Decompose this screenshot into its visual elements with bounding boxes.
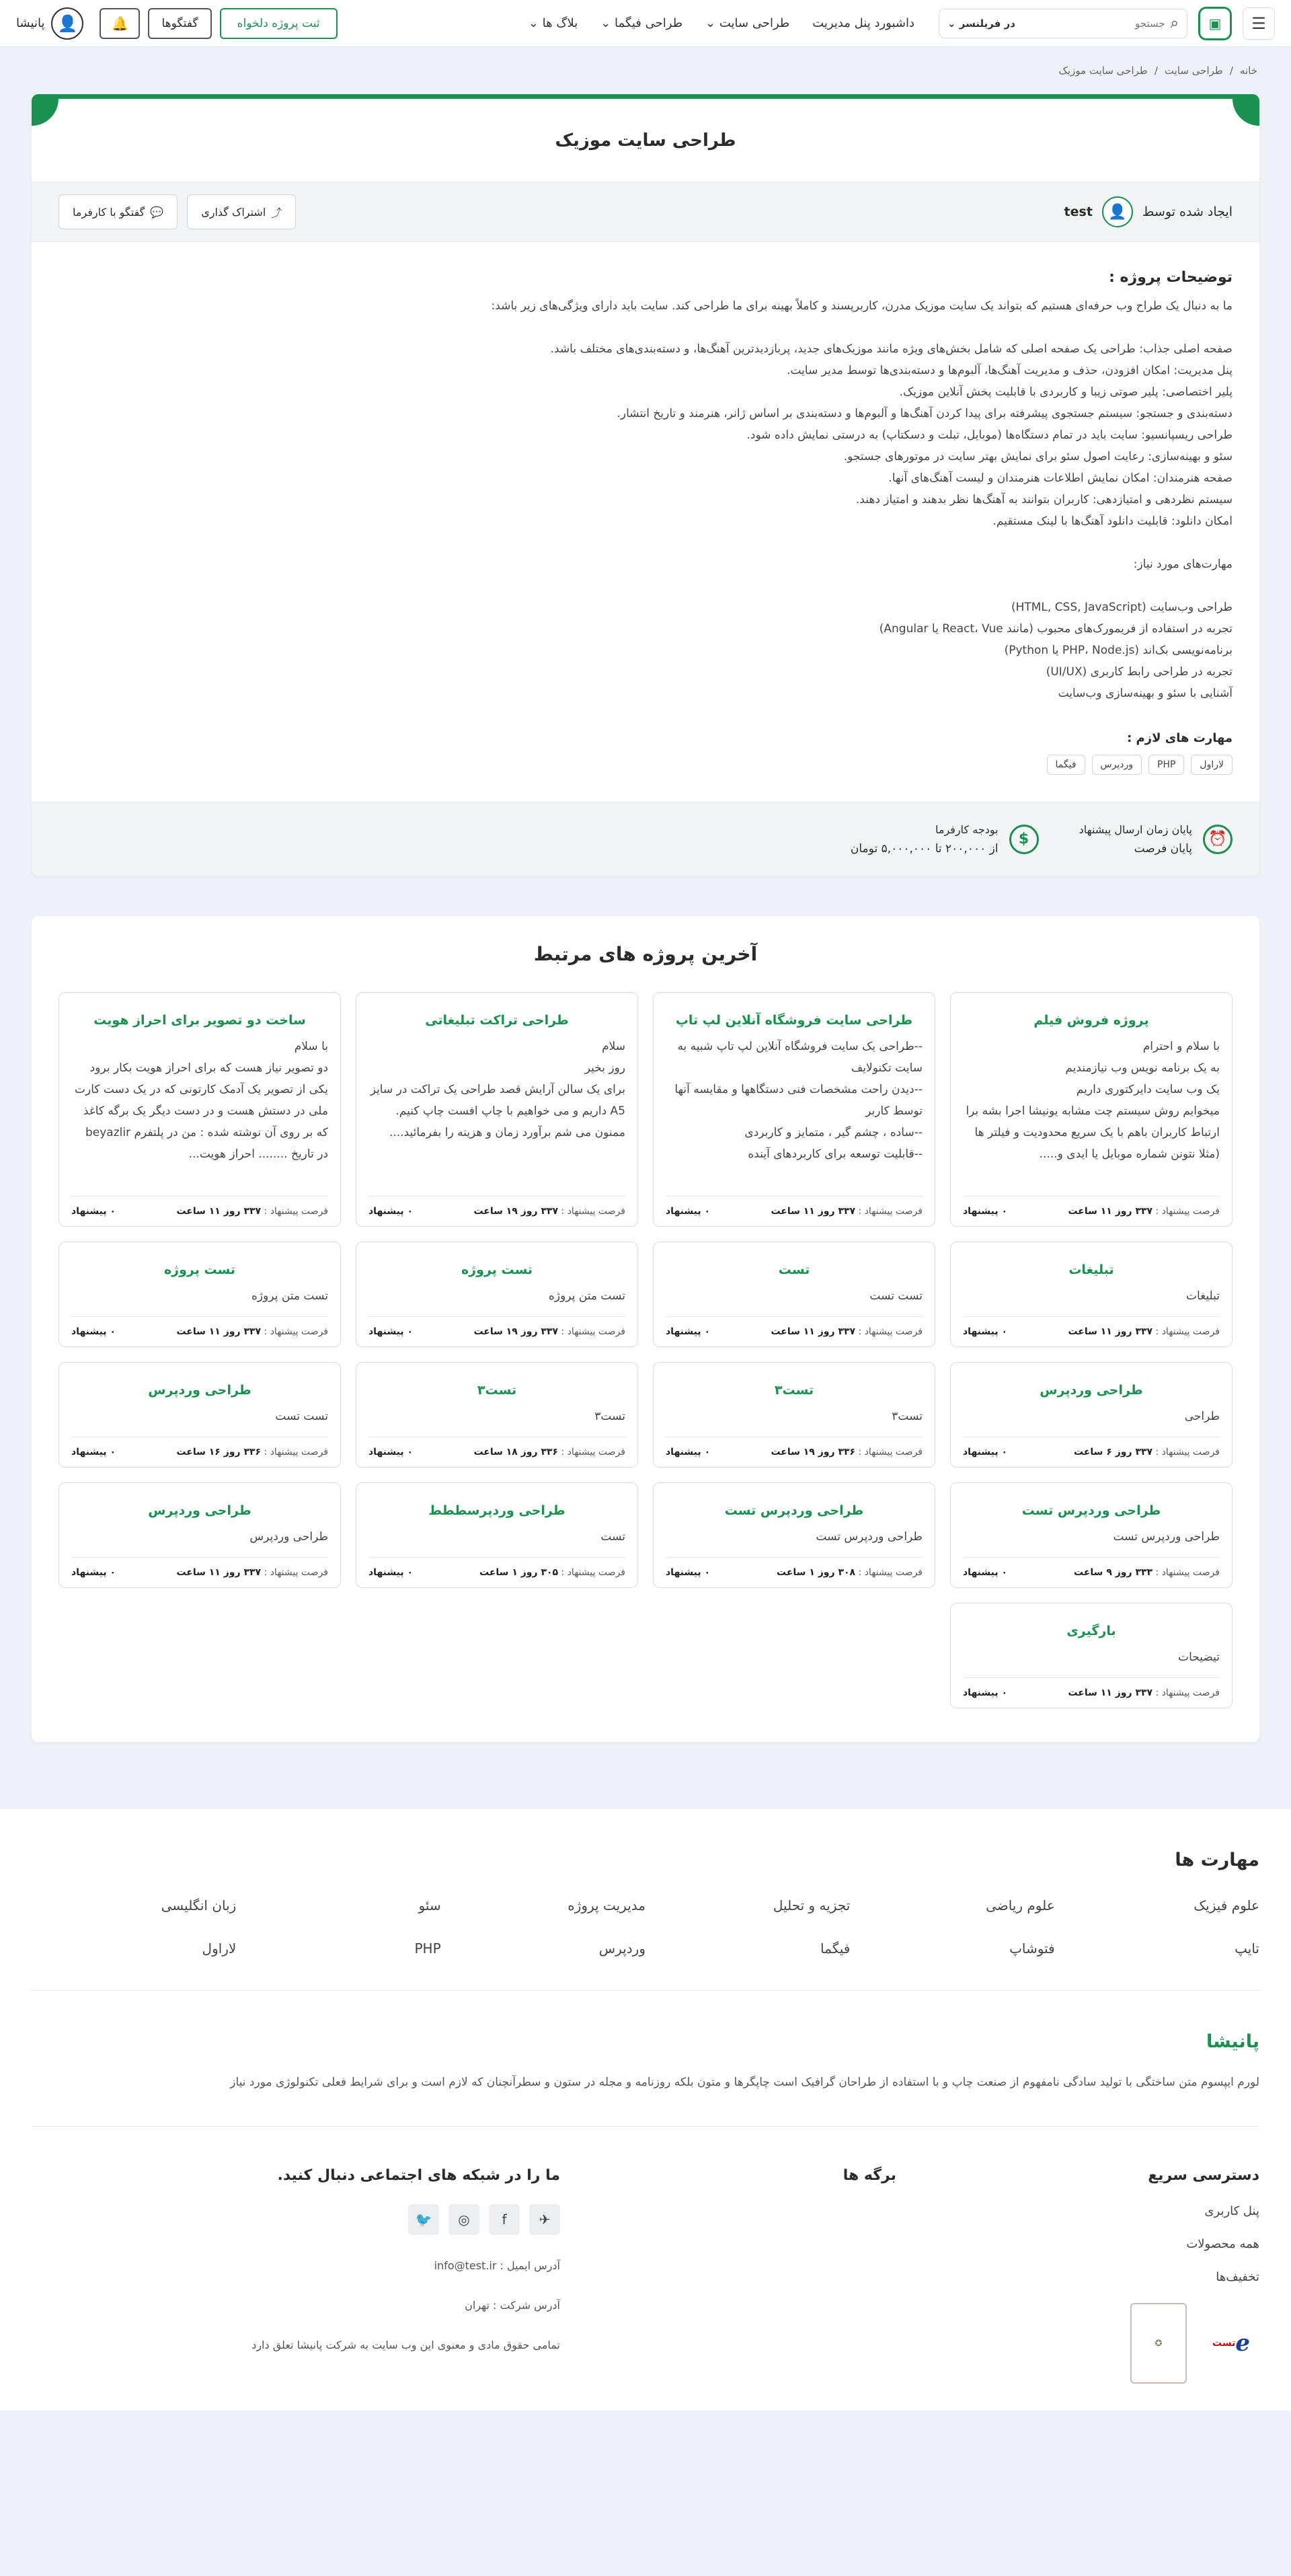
project-card-item[interactable] (653, 1482, 935, 1588)
required-skills-title: مهارت های لازم : (1127, 731, 1233, 745)
project-item-footer (368, 1196, 625, 1217)
project-item-offers: ۰ پیشنهاد (666, 1206, 711, 1217)
footer (0, 1809, 1291, 2411)
enamad-badge[interactable]: ℯ تست (1212, 2330, 1250, 2357)
search-category-select[interactable]: در فریلنسر ⌄ (947, 17, 1015, 30)
project-item-desc: تست۳ (892, 1410, 923, 1423)
project-item-footer (963, 1437, 1220, 1457)
project-item-desc: تست تست (869, 1289, 923, 1303)
project-card-item[interactable] (58, 1482, 341, 1588)
social-title: ما را در شبکه های اجتماعی دنبال کنید. (277, 2167, 560, 2184)
project-item-deadline: فرصت پیشنهاد : ۳۳۶ روز ۱۶ ساعت (176, 1447, 328, 1457)
description-line: صفحه هنرمندان: امکان نمایش اطلاعات هنرمندان و لیست آهنگ‌های آنها. (888, 471, 1233, 485)
description-line: دسته‌بندی و جستجو: سیستم جستجوی پیشرفته برای پیدا کردن آهنگ‌ها و آلبوم‌ها و دسته‌بندی بر اساس ژانر، هنرمند و تاریخ انتشار. (617, 407, 1233, 420)
twitter-icon[interactable]: 🐦 (408, 2204, 439, 2235)
link-all-products[interactable]: همه محصولات (1186, 2237, 1259, 2251)
project-item-offers: ۰ پیشنهاد (368, 1567, 414, 1578)
deadline-value: پایان فرصت (1134, 841, 1192, 856)
description-line (58, 532, 1233, 554)
telegram-icon[interactable]: ✈ (529, 2204, 560, 2235)
avatar: 👤 (51, 7, 83, 40)
user-name: پانیشا (16, 16, 45, 30)
project-item-deadline: فرصت پیشنهاد : ۳۳۷ روز ۱۹ ساعت (473, 1326, 625, 1337)
project-card-item[interactable] (653, 1362, 935, 1468)
page-title: طراحی سایت موزیک (555, 130, 736, 151)
description-line (58, 317, 1233, 338)
header-actions (16, 7, 338, 40)
project-item-deadline: فرصت پیشنهاد : ۳۳۷ روز ۱۱ ساعت (771, 1326, 923, 1337)
share-button[interactable]: ⤴ اشتراک گذاری (187, 194, 296, 229)
project-item-title[interactable]: طراحی تراکت تبلیغاتی (425, 1013, 569, 1028)
deadline-info (1079, 821, 1233, 858)
project-item-title[interactable]: طراحی سایت فروشگاه آنلاین لپ تاپ (675, 1013, 913, 1028)
footer-skills-title: مهارت ها (1175, 1850, 1259, 1870)
project-item-desc: تیضیحات (1178, 1651, 1220, 1664)
description-line: سیستم نظردهی و امتیازدهی: کاربران بتوانند به آهنگ‌ها نظر بدهند و امتیاز دهند. (855, 493, 1233, 506)
project-item-title[interactable]: پروژه فروش فیلم (1033, 1013, 1149, 1028)
owner-avatar: 👤 (1102, 196, 1133, 227)
project-card-item[interactable] (950, 1242, 1233, 1347)
project-item-title[interactable]: تست پروژه (163, 1262, 236, 1277)
project-item-title[interactable]: تست۳ (477, 1383, 517, 1398)
related-grid (58, 992, 1233, 1708)
footer-columns (32, 2127, 1259, 2384)
related-title: آخرین پروژه های مرتبط (533, 943, 758, 965)
project-item-footer (368, 1316, 625, 1337)
project-item-desc: با سلام دو تصویر نیاز هست که برای احراز هویت بکار برود یکی از تصویر یک آدمک کارتونی که در یک دست کارت ملی در دستش هست و در دست دیگر یک برگه کاغذ که بر روی آن نوشته شده : من در پلتفرم beyazlir در تاریخ ........ احراز هویت... (74, 1040, 328, 1161)
social-section (32, 2167, 560, 2384)
description-title: توضیحات پروژه : (1109, 269, 1233, 286)
user-menu[interactable] (16, 7, 83, 40)
facebook-icon[interactable]: f (489, 2204, 520, 2235)
chat-employer-button[interactable]: 💬 گفتگو با کارفرما (58, 194, 178, 229)
project-item-deadline: فرصت پیشنهاد : ۳۳۶ روز ۱۸ ساعت (473, 1447, 625, 1457)
chats-button[interactable]: گفتگوها (148, 8, 211, 39)
email-info: آدرس ایمیل : info@test.ir (434, 2259, 560, 2272)
description-line: سئو و بهینه‌سازی: رعایت اصول سئو برای نمایش بهتر سایت در موتورهای جستجو. (843, 450, 1233, 463)
budget-value: از ۲۰۰,۰۰۰ تا ۵,۰۰۰,۰۰۰ تومان (850, 841, 999, 856)
project-item-offers: ۰ پیشنهاد (71, 1326, 116, 1337)
project-item-deadline: فرصت پیشنهاد : ۳۳۷ روز ۶ ساعت (1074, 1447, 1220, 1457)
description-line: آشنایی با سئو و بهینه‌سازی وب‌سایت (1058, 687, 1233, 700)
related-projects (32, 916, 1259, 1742)
footer-skill-link[interactable]: تجزیه و تحلیل (773, 1897, 851, 1914)
project-item-offers: ۰ پیشنهاد (666, 1567, 711, 1578)
project-item-title[interactable]: تبلیغات (1068, 1262, 1114, 1277)
project-item-desc: سلام روز بخیر برای یک سالن آرایش قصد طراحی یک تراکت در سایز A5 داریم و می خواهیم با چاپ افست چاپ کنیم. ممنون می شم برآورد زمان و هزینه را بفرمائید.... (370, 1040, 625, 1139)
pages-title: برگه ها (843, 2167, 896, 2184)
project-item-offers: ۰ پیشنهاد (368, 1447, 414, 1457)
owner-bar (32, 182, 1259, 242)
link-user-panel[interactable]: پنل کاربری (1204, 2204, 1259, 2218)
top-header (0, 0, 1291, 47)
project-item-deadline: فرصت پیشنهاد : ۳۳۷ روز ۱۱ ساعت (176, 1567, 328, 1578)
project-item-offers: ۰ پیشنهاد (71, 1567, 116, 1578)
post-project-button[interactable]: ثبت پروژه دلخواه (220, 8, 338, 39)
project-item-title[interactable]: طراحی وردپرس (148, 1503, 251, 1518)
project-item-offers: ۰ پیشنهاد (368, 1326, 414, 1337)
description-line: صفحه اصلی جذاب: طراحی یک صفحه اصلی که شامل بخش‌های ویژه مانند موزیک‌های جدید، پربازدیدترین آهنگ‌ها، و دسته‌بندی‌های مختلف باشد. (550, 342, 1233, 356)
project-item-desc: با سلام و احترام به یک برنامه نویس وب نیازمندیم یک وب سایت دایرکتوری داریم میخوایم روش سیستم چت مشابه یونیشا اجرا بشه برا ارتباط کاربران باهم با یک سریع محدودیت و فیلتر ها (مثلا نتونن شماره موبایل یا ایدی و..... (966, 1040, 1220, 1161)
alarm-clock-icon: ⏰ (1203, 825, 1233, 854)
project-item-title[interactable]: ساخت دو تصویر برای احراز هویت (93, 1013, 306, 1028)
footer-skill-link[interactable]: علوم فیزیک (1194, 1897, 1259, 1914)
project-item-title[interactable]: تست (778, 1262, 810, 1277)
project-card-item[interactable] (356, 1362, 638, 1468)
budget-info (851, 821, 1039, 858)
project-item-footer (963, 1196, 1220, 1217)
project-item-desc: تبلیغات (1185, 1289, 1220, 1303)
menu-icon[interactable]: ☰ (1243, 7, 1275, 40)
project-item-desc: طراحی وردپرس تست (1113, 1530, 1220, 1544)
project-item-footer (666, 1316, 923, 1337)
site-logo[interactable]: ▣ (1198, 7, 1232, 40)
project-item-deadline: فرصت پیشنهاد : ۳۳۷ روز ۱۱ ساعت (176, 1206, 328, 1217)
created-by-label: ایجاد شده توسط (1142, 204, 1233, 219)
project-card-item[interactable] (653, 1242, 935, 1347)
nav-item-figma[interactable]: طراحی فیگما ⌄ (600, 16, 683, 30)
project-item-desc: تست متن پروژه (548, 1289, 625, 1303)
description-line: طراحی وب‌سایت (HTML, CSS, JavaScript) (1011, 601, 1233, 614)
project-item-title[interactable]: تست پروژه (461, 1262, 533, 1277)
social-links (32, 2204, 560, 2235)
project-card (32, 94, 1259, 876)
budget-label: بودجه کارفرما (935, 823, 999, 836)
project-item-footer (963, 1316, 1220, 1337)
project-item-footer (71, 1196, 328, 1217)
project-item-footer (368, 1557, 625, 1578)
project-card-item[interactable] (356, 1242, 638, 1347)
project-item-footer (71, 1557, 328, 1578)
project-item-offers: ۰ پیشنهاد (71, 1447, 116, 1457)
project-item-desc: تست۳ (594, 1410, 625, 1423)
project-item-deadline: فرصت پیشنهاد : ۳۳۶ روز ۱۹ ساعت (771, 1447, 923, 1457)
footer-skill-link[interactable]: زبان انگلیسی (161, 1897, 237, 1914)
project-item-footer (963, 1677, 1220, 1698)
project-item-deadline: فرصت پیشنهاد : ۳۳۷ روز ۱۹ ساعت (473, 1206, 625, 1217)
project-card-item[interactable] (356, 1482, 638, 1588)
description-line: طراحی ریسپانسیو: سایت باید در تمام دستگاه‌ها (موبایل، تبلت و دسکتاپ) به درستی نمایش داده شود. (746, 428, 1233, 442)
project-item-desc: طراحی وردپرس تست (816, 1530, 923, 1544)
search-box[interactable] (939, 9, 1187, 38)
project-item-deadline: فرصت پیشنهاد : ۳۳۷ روز ۱۱ ساعت (1068, 1206, 1220, 1217)
brand-text: لورم ایپسوم متن ساختگی با تولید سادگی نامفهوم از صنعت چاپ و با استفاده از طراحان گرافیک است چاپگرها و متون بلکه روزنامه و مجله در ستون و سطرآنچنان که لازم است و برای شرایط فعلی تکنولوژی مورد نیاز (230, 2076, 1259, 2089)
project-item-footer (71, 1316, 328, 1337)
footer-skill-link[interactable]: وردپرس (598, 1940, 646, 1957)
skill-tag[interactable]: لاراول (1191, 755, 1233, 775)
project-item-title[interactable]: بارگیری (1066, 1624, 1116, 1638)
description-line: مهارت‌های مورد نیاز: (1133, 558, 1233, 571)
project-item-desc: تست تست (275, 1410, 328, 1423)
project-item-desc: تست (600, 1530, 625, 1544)
footer-skill-link[interactable]: فیگما (820, 1940, 851, 1957)
description-line: پنل مدیریت: امکان افزودن، حذف و مدیریت آهنگ‌ها، آلبوم‌ها و دسته‌بندی‌ها توسط مدیر سایت. (787, 364, 1233, 377)
project-item-footer (666, 1437, 923, 1457)
project-description (32, 242, 1259, 718)
project-item-desc: طراحی (1184, 1410, 1220, 1423)
brand-name: پانیشا (1206, 2031, 1259, 2052)
footer-skill-link[interactable]: فتوشاپ (1009, 1940, 1055, 1957)
project-item-footer (368, 1437, 625, 1457)
footer-skill-link[interactable]: لاراول (202, 1940, 237, 1957)
footer-skill-link[interactable]: علوم ریاضی (986, 1897, 1055, 1914)
project-item-offers: ۰ پیشنهاد (963, 1447, 1008, 1457)
description-line: تجربه در طراحی رابط کاربری (UI/UX) (1046, 665, 1233, 679)
project-item-deadline: فرصت پیشنهاد : ۳۳۷ روز ۱۱ ساعت (1068, 1326, 1220, 1337)
quick-access-title: دسترسی سریع (1148, 2167, 1259, 2184)
pages (614, 2167, 896, 2384)
address-info: آدرس شرکت : تهران (465, 2299, 560, 2312)
search-icon[interactable]: ⌕ (1170, 15, 1179, 32)
footer-skill-link[interactable]: PHP (414, 1940, 441, 1957)
project-card-item[interactable] (653, 992, 935, 1227)
project-item-title[interactable]: طراحی وردپرس تست (1021, 1503, 1161, 1518)
footer-skills (32, 1897, 1259, 1991)
project-item-title[interactable]: طراحی وردپرس (1040, 1383, 1143, 1398)
project-item-offers: ۰ پیشنهاد (963, 1206, 1008, 1217)
project-item-desc: طراحی وردپرس (249, 1530, 328, 1544)
skill-tag[interactable]: فیگما (1047, 755, 1085, 775)
description-line (58, 575, 1233, 597)
breadcrumb-current: طراحی سایت موزیک (1058, 65, 1148, 77)
project-card-item[interactable] (58, 1242, 341, 1347)
instagram-icon[interactable]: ◎ (448, 2204, 479, 2235)
project-item-title[interactable]: تست۳ (774, 1383, 814, 1398)
project-item-deadline: فرصت پیشنهاد : ۳۳۳ روز ۹ ساعت (1074, 1567, 1220, 1578)
project-item-deadline: فرصت پیشنهاد : ۳۰۸ روز ۱ ساعت (777, 1567, 923, 1578)
project-item-desc: تست متن پروژه (251, 1289, 328, 1303)
skill-tags (58, 755, 1233, 775)
project-card-item[interactable] (950, 1603, 1233, 1708)
project-item-offers: ۰ پیشنهاد (368, 1206, 414, 1217)
project-item-footer (666, 1557, 923, 1578)
project-item-footer (71, 1437, 328, 1457)
project-item-offers: ۰ پیشنهاد (963, 1567, 1008, 1578)
dollar-icon: $ (1009, 825, 1039, 854)
project-item-deadline: فرصت پیشنهاد : ۳۳۷ روز ۱۱ ساعت (176, 1326, 328, 1337)
main-nav (529, 16, 914, 30)
nav-item-blog[interactable]: بلاگ ها ⌄ (528, 16, 578, 30)
nav-item-web-design[interactable]: طراحی سایت ⌄ (705, 16, 790, 30)
owner-name[interactable]: test (1064, 204, 1093, 219)
footer-skill-link[interactable]: مدیریت پروژه (568, 1897, 646, 1914)
deadline-label: پایان زمان ارسال پیشنهاد (1079, 823, 1192, 836)
project-item-footer (666, 1196, 923, 1217)
notification-icon[interactable]: 🔔 (100, 8, 140, 39)
description-line: ما به دنبال یک طراح وب حرفه‌ای هستیم که بتواند یک سایت موزیک مدرن، کاربرپسند و کاملاً بهینه برای ما طراحی کند. سایت باید دارای ویژگی‌های زیر باشد: (491, 299, 1233, 313)
share-icon: ⤴ (271, 206, 282, 219)
project-item-deadline: فرصت پیشنهاد : ۳۳۷ روز ۱۱ ساعت (1068, 1688, 1220, 1698)
copyright: تمامی حقوق مادی و معنوی این وب سایت به شرکت پانیشا تعلق دارد (251, 2339, 560, 2351)
project-item-offers: ۰ پیشنهاد (963, 1326, 1008, 1337)
project-item-offers: ۰ پیشنهاد (71, 1206, 116, 1217)
description-line: تجربه در استفاده از فریمورک‌های محبوب (مانند React، Vue یا Angular) (879, 622, 1233, 636)
breadcrumb: خانه / طراحی سایت / طراحی سایت موزیک (1058, 65, 1257, 77)
nav-item-dashboard[interactable]: داشبورد پنل مدیریت (812, 16, 914, 30)
project-item-deadline: فرصت پیشنهاد : ۳۳۷ روز ۱۱ ساعت (771, 1206, 923, 1217)
footer-skill-link[interactable]: سئو (418, 1897, 441, 1914)
project-item-title[interactable]: طراحی وردپرسططط (428, 1503, 565, 1518)
project-card-item[interactable] (950, 1362, 1233, 1468)
project-item-offers: ۰ پیشنهاد (666, 1447, 711, 1457)
description-body (58, 295, 1233, 704)
project-item-desc: --طراحی یک سایت فروشگاه آنلاین لپ تاپ شبیه به سایت تکنولایف --دیدن راحت مشخصات فنی دستگاهها و مقایسه آنها توسط کاربر --ساده ، چشم گیر ، متمایز و کاربردی --قابلیت توسعه برای کاربردهای آینده (674, 1040, 923, 1161)
project-card-item[interactable] (950, 1482, 1233, 1588)
link-discounts[interactable]: تخفیف‌ها (1216, 2270, 1259, 2284)
footer-skill-link[interactable]: تایپ (1235, 1940, 1259, 1957)
project-meta (32, 802, 1259, 876)
project-card-item[interactable] (356, 992, 638, 1227)
search-input[interactable] (1021, 17, 1165, 30)
project-item-deadline: فرصت پیشنهاد : ۳۰۵ روز ۱ ساعت (479, 1567, 625, 1578)
project-card-item[interactable] (950, 992, 1233, 1227)
description-line: پلیر اختصاصی: پلیر صوتی زیبا و کاربردی با قابلیت پخش آنلاین موزیک. (899, 385, 1233, 399)
breadcrumb-home[interactable]: خانه (1239, 65, 1257, 77)
project-item-offers: ۰ پیشنهاد (963, 1688, 1008, 1698)
project-item-footer (963, 1557, 1220, 1578)
skill-tag[interactable]: وردپرس (1092, 755, 1142, 775)
description-line: برنامه‌نویسی بک‌اند (PHP، Node.js یا Python) (1004, 644, 1233, 657)
trust-badges (950, 2303, 1259, 2384)
project-item-title[interactable]: طراحی وردپرس تست (724, 1503, 864, 1518)
project-item-offers: ۰ پیشنهاد (666, 1326, 711, 1337)
breadcrumb-category[interactable]: طراحی سایت (1164, 65, 1223, 77)
project-item-title[interactable]: طراحی وردپرس (148, 1383, 251, 1398)
required-skills (32, 718, 1259, 802)
project-header (32, 94, 1259, 182)
chat-icon: 💬 (150, 205, 164, 219)
quick-access (950, 2167, 1259, 2384)
footer-brand (32, 1991, 1259, 2127)
project-card-item[interactable] (58, 1362, 341, 1468)
samandehi-badge[interactable]: ✪ (1130, 2303, 1187, 2384)
project-card-item[interactable] (58, 992, 341, 1227)
skill-tag[interactable]: PHP (1148, 755, 1184, 775)
description-line: امکان دانلود: قابلیت دانلود آهنگ‌ها با لینک مستقیم. (992, 515, 1233, 528)
